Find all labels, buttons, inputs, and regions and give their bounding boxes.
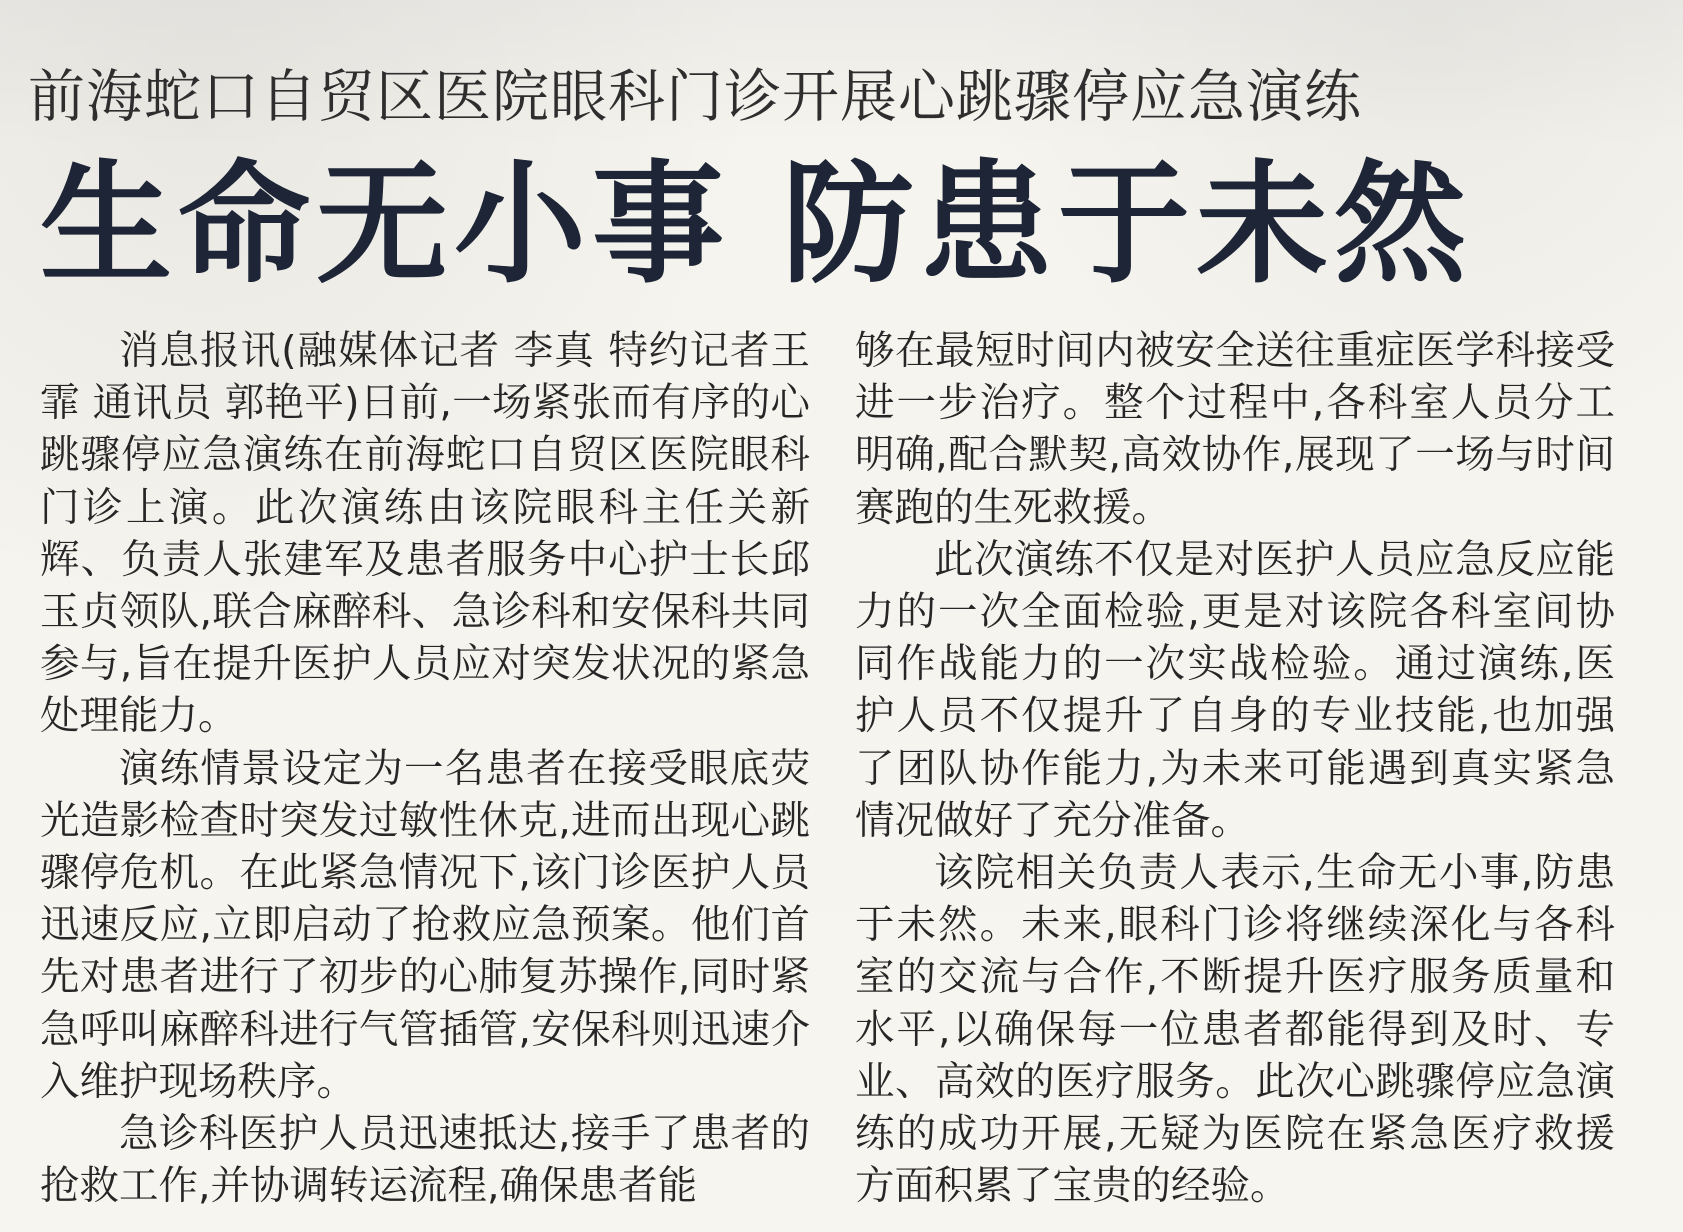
article-column-left bbox=[40, 325, 810, 1212]
article-paragraph-4: 此次演练不仅是对医护人员应急反应能力的一次全面检验,更是对该院各科室间协同作战能力的一次实战检验。通过演练,医护人员不仅提升了自身的专业技能,也加强了团队协作能力,为未来可能遇到真实紧急情况做好了充分准备。 bbox=[855, 536, 1615, 844]
article-column-right bbox=[855, 325, 1615, 1212]
article-paragraph-1: 消息报讯(融媒体记者 李真 特约记者王霏 通讯员 郭艳平)日前,一场紧张而有序的心跳骤停应急演练在前海蛇口自贸区医院眼科门诊上演。此次演练由该院眼科主任关新辉、负责人张建军及患者服务中心护士长邱玉贞领队,联合麻醉科、急诊科和安保科共同参与,旨在提升医护人员应对突发状况的紧急处理能力。 bbox=[40, 328, 810, 740]
article-paragraph-3-continued: 够在最短时间内被安全送往重症医学科接受进一步治疗。整个过程中,各科室人员分工明确,配合默契,高效协作,展现了一场与时间赛跑的生死救援。 bbox=[855, 328, 1615, 531]
article-paragraph-5: 该院相关负责人表示,生命无小事,防患于未然。未来,眼科门诊将继续深化与各科室的交流与合作,不断提升医疗服务质量和水平,以确保每一位患者都能得到及时、专业、高效的医疗服务。此次心跳骤停应急演练的成功开展,无疑为医院在紧急医疗救援方面积累了宝贵的经验。 bbox=[855, 850, 1615, 1210]
article-subtitle: 前海蛇口自贸区医院眼科门诊开展心跳骤停应急演练 bbox=[28, 64, 1362, 130]
article-headline: 生命无小事 防患于未然 bbox=[40, 147, 1472, 302]
article-paragraph-2: 演练情景设定为一名患者在接受眼底荧光造影检查时突发过敏性休克,进而出现心跳骤停危机。在此紧急情况下,该门诊医护人员迅速反应,立即启动了抢救应急预案。他们首先对患者进行了初步的心肺复苏操作,同时紧急呼叫麻醉科进行气管插管,安保科则迅速介入维护现场秩序。 bbox=[40, 745, 810, 1105]
article-paragraph-3-start: 急诊科医护人员迅速抵达,接手了患者的抢救工作,并协调转运流程,确保患者能 bbox=[40, 1111, 810, 1210]
